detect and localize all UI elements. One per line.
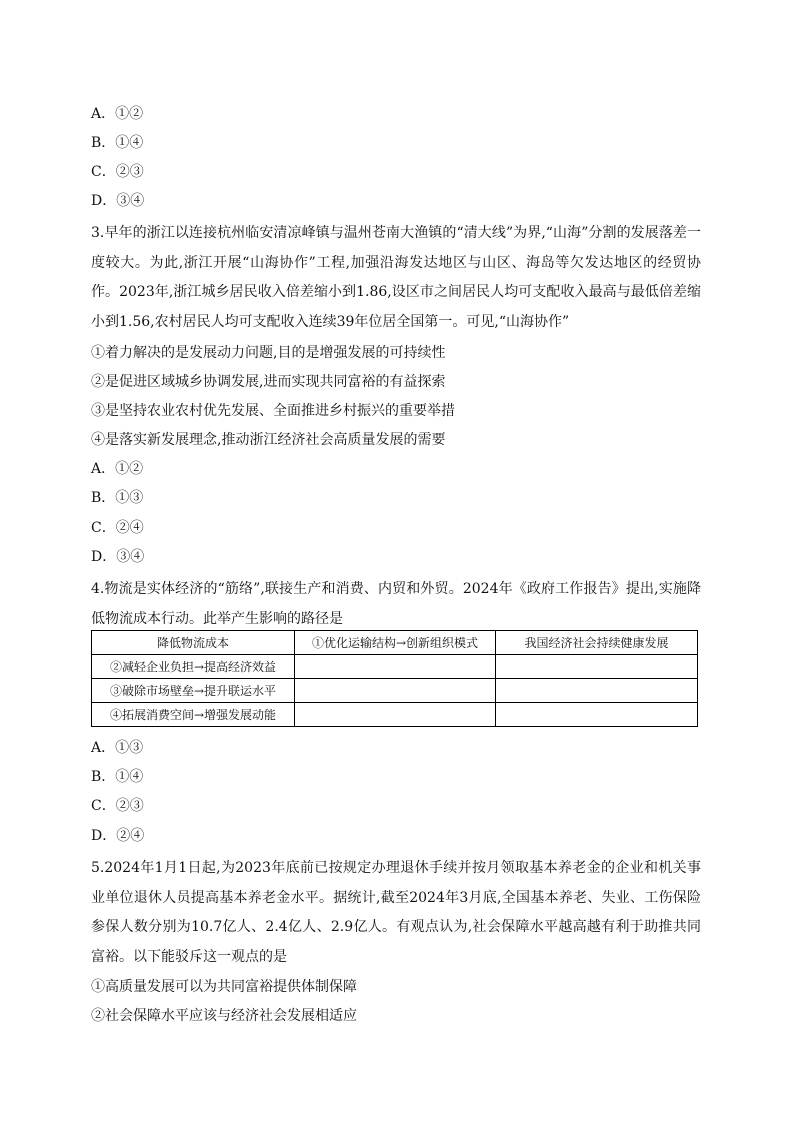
table-cell: ②减轻企业负担→提高经济效益 (92, 655, 295, 679)
table-cell: 我国经济社会持续健康发展 (496, 631, 698, 655)
table-cell (496, 679, 698, 703)
table-cell (295, 655, 496, 679)
q3-item-4: ④是落实新发展理念,推动浙江经济社会高质量发展的需要 (91, 432, 446, 448)
q3-item-2: ②是促进区域城乡协调发展,进而实现共同富裕的有益探索 (91, 374, 446, 390)
q5-item-1: ①高质量发展可以为共同富裕提供体制保障 (91, 979, 357, 995)
q5-stem: 5.2024年1月1日起,为2023年底前已按规定办理退休手续并按月领取基本养老金的企业和机关事业单位退休人员提高基本养老金水平。据统计,截至2024年3月底,全国基本养老、失业、工伤保险参保人数分别为10.7亿人、2.4亿人、2.9亿人。有观点认为,社会保障水平越高越有利于助推共同富裕。以下能驳斥这一观点的是 (91, 860, 701, 965)
q3-option-d[interactable]: D．③④ (91, 549, 145, 565)
q2-option-c[interactable]: C．②③ (91, 164, 144, 180)
q3-option-c[interactable]: C．②④ (91, 520, 144, 536)
q4-path-table (91, 630, 698, 727)
q3-item-1: ①着力解决的是发展动力问题,目的是增强发展的可持续性 (91, 345, 446, 361)
table-row (92, 679, 698, 703)
table-row (92, 655, 698, 679)
q3-option-b[interactable]: B．①③ (91, 490, 144, 506)
table-cell (295, 703, 496, 727)
q5-item-2: ②社会保障水平应该与经济社会发展相适应 (91, 1008, 357, 1024)
q3-option-a[interactable]: A．①② (91, 461, 144, 477)
q3-stem: 3.早年的浙江以连接杭州临安清凉峰镇与温州苍南大渔镇的“清大线”为界,“山海”分割的发展落差一度较大。为此,浙江开展“山海协作”工程,加强沿海发达地区与山区、海岛等欠发达地区的经贸协作。2023年,浙江城乡居民收入倍差缩小到1.86,设区市之间居民人均可支配收入最高与最低倍差缩小到1.56,农村居民人均可支配收入连续39年位居全国第一。可见,“山海协作” (91, 225, 701, 330)
table-cell: ④拓展消费空间→增强发展动能 (92, 703, 295, 727)
q4-option-a[interactable]: A．①③ (91, 740, 144, 756)
table-cell (295, 679, 496, 703)
table-header-row (92, 631, 698, 655)
table-row (92, 703, 698, 727)
q2-option-a[interactable]: A．①② (91, 106, 144, 122)
q3-item-3: ③是坚持农业农村优先发展、全面推进乡村振兴的重要举措 (91, 403, 455, 419)
table-cell: 降低物流成本 (92, 631, 295, 655)
table-cell: ③破除市场壁垒→提升联运水平 (92, 679, 295, 703)
table-cell: ①优化运输结构→创新组织模式 (295, 631, 496, 655)
q2-option-d[interactable]: D．③④ (91, 193, 145, 209)
q4-option-c[interactable]: C．②③ (91, 798, 144, 814)
q4-stem: 4.物流是实体经济的“筋络”,联接生产和消费、内贸和外贸。2024年《政府工作报告》提出,实施降低物流成本行动。此举产生影响的路径是 (91, 581, 701, 627)
table-cell (496, 703, 698, 727)
q4-option-b[interactable]: B．①④ (91, 769, 144, 785)
q2-option-b[interactable]: B．①④ (91, 135, 144, 151)
table-cell (496, 655, 698, 679)
q4-option-d[interactable]: D．②④ (91, 828, 145, 844)
